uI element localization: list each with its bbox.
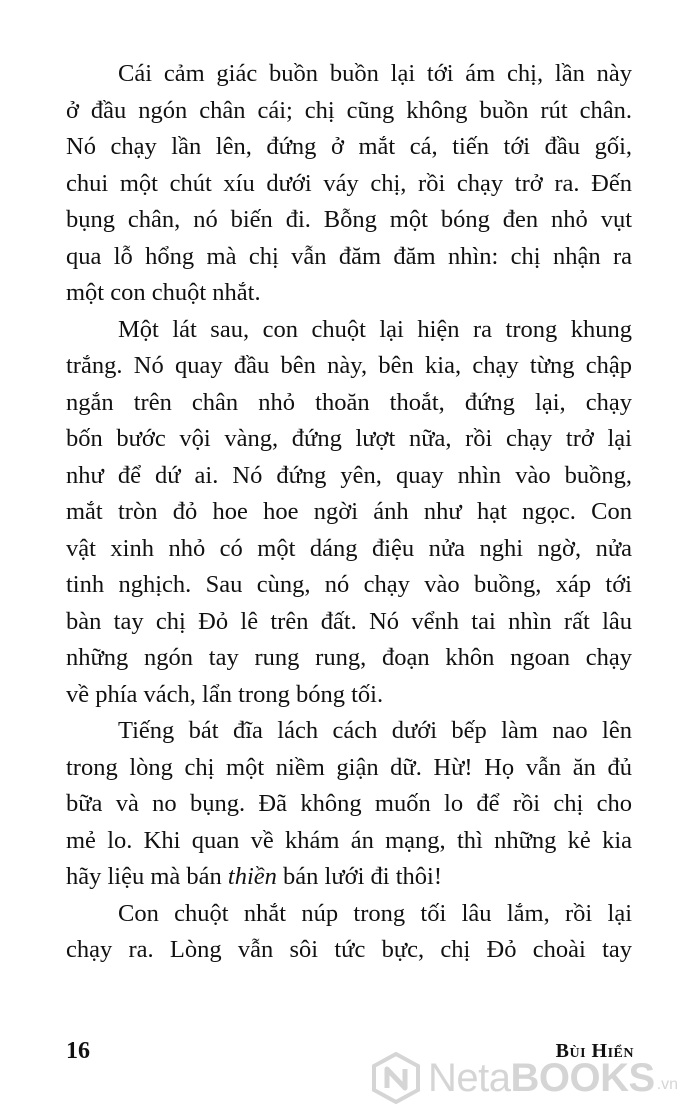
text-line: tinh nghịch. Sau cùng, nó chạy vào buồng, xáp tới [66, 571, 632, 598]
text-line: trắng. Nó quay đầu bên này, bên kia, chạy từng chập [66, 352, 632, 379]
text-line [66, 859, 632, 896]
text-line: ngắn trên chân nhỏ thoăn thoắt, đứng lại, chạy [66, 388, 632, 416]
text-line: vật xinh nhỏ có một dáng điệu nửa nghi ngờ, nửa [66, 534, 632, 562]
text-line: Một lát sau, con chuột lại hiện ra trong khung [118, 315, 632, 343]
text-line: như để dứ ai. Nó đứng yên, quay nhìn vào buồng, [66, 461, 632, 489]
page-number: 16 [66, 1038, 90, 1064]
text-line: bữa và no bụng. Đã không muốn lo để rồi chị cho [66, 790, 632, 817]
text-line: Nó chạy lần lên, đứng ở mắt cá, tiến tới đầu gối, [66, 133, 632, 160]
watermark-light: Neta [428, 1055, 511, 1100]
text-line: Cái cảm giác buồn buồn lại tới ám chị, lần này [118, 60, 632, 87]
text-line: bàn tay chị Đỏ lê trên đất. Nó vểnh tai nhìn rất lâu [66, 607, 632, 635]
netabooks-logo-icon [370, 1052, 422, 1104]
watermark [370, 1050, 700, 1106]
text-line: chạy ra. Lòng vẫn sôi tức bực, chị Đỏ choài tay [66, 936, 632, 963]
text-line: mẻ lo. Khi quan về khám án mạng, thì những kẻ kia [66, 826, 632, 854]
text-line: ở đầu ngón chân cái; chị cũng không buồn rút chân. [66, 96, 632, 124]
text-line: những ngón tay rung rung, đoạn khôn ngoan chạy [66, 644, 632, 671]
text-line: qua lỗ hổng mà chị vẫn đăm đăm nhìn: chị nhận ra [66, 242, 632, 270]
running-footer-author: Bùi Hiển [555, 1040, 634, 1062]
text-line: Tiếng bát đĩa lách cách dưới bếp làm nao lên [118, 717, 632, 744]
body-text [66, 56, 632, 969]
text-line: về phía vách, lẩn trong bóng tối. [66, 680, 384, 708]
watermark-bold: BOOKS [510, 1055, 655, 1100]
watermark-suffix: .vn [656, 1076, 679, 1093]
text-line: một con chuột nhắt. [66, 279, 261, 306]
italic-word: thiền [227, 863, 277, 890]
text-line: mắt tròn đỏ hoe hoe ngời ánh như hạt ngọc. Con [66, 498, 632, 525]
text-segment: hãy liệu mà bán [66, 863, 228, 890]
text-line: Con chuột nhắt núp trong tối lâu lắm, rồi lại [118, 899, 632, 927]
text-line: chui một chút xíu dưới váy chị, rồi chạy trở ra. Đến [66, 169, 632, 197]
text-line: trong lòng chị một niềm giận dữ. Hừ! Họ vẫn ăn đủ [66, 753, 632, 781]
text-segment: bán lưới đi thôi! [276, 863, 442, 890]
watermark-text [428, 1056, 655, 1101]
text-line: bốn bước vội vàng, đứng lượt nữa, rồi chạy trở lại [66, 425, 632, 452]
text-line: bụng chân, nó biến đi. Bỗng một bóng đen nhỏ vụt [66, 206, 632, 233]
